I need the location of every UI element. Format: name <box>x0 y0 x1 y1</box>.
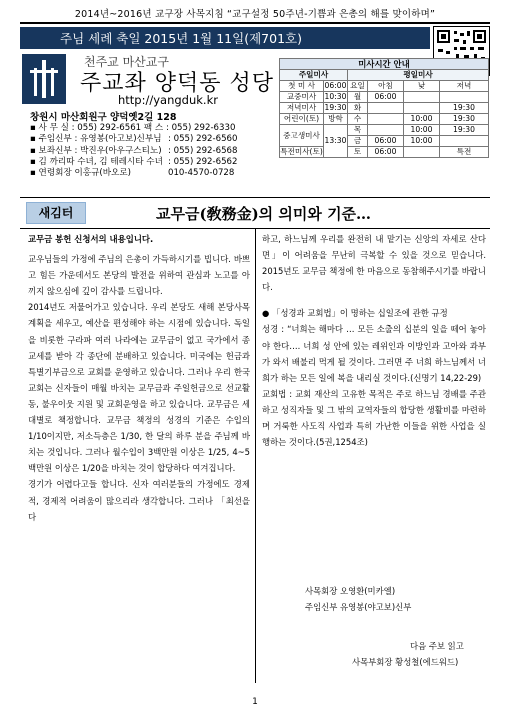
table-cell: 06:00 <box>368 92 404 103</box>
table-row <box>280 92 489 103</box>
table-cell: 낮 <box>404 81 440 92</box>
contact-row <box>30 145 238 157</box>
table-cell: 요일 <box>348 81 368 92</box>
contact-label: ▪ 사 무 실 : 055) 292-6561 팩 스 : 055) 292-6330 <box>30 123 236 133</box>
table-cell <box>368 103 404 114</box>
left-heading: 교무금 봉헌 신청서의 내용입니다. <box>28 234 154 244</box>
mass-table-title: 미사시간 안내 <box>280 59 489 70</box>
next-week-note: 다음 주보 읽고 <box>410 641 464 651</box>
sunday-mass-header: 주일미사 <box>280 70 348 81</box>
table-cell <box>404 147 440 158</box>
body-paragraph: 2014년도 저물어가고 있습니다. 우리 본당도 새해 본당사목계획을 세우고, 예산을 편성해야 하는 시점에 있습니다. 독일을 비롯한 구라파 여러 나라에는 교무금이 없고 국가에서 종교세를 받아 각 종단에 분배하고 있습니다. 미국에는 헌금과 특별기부금으로 교회를 운영하고 있습니다. 그러나 우리 한국교회는 신자들이 매월 바치는 교무금과 주일헌금으로 선교활동, 불우이웃 지원 및 교회운영을 하고 있습니다. 교무금은 세대별로 책정합니다. 교무금 책정의 성경의 기준은 수입의 1/10이지만, 저소득층은 1/30, 한 달의 하루 분을 주님께 바치는 것입니다. 그러나 월수입이 3백만원 이상은 1/25, 4~5백만원 이상은 1/20을 바치는 것이 합당하다 여겨집니다. <box>28 302 250 474</box>
table-row <box>280 103 489 114</box>
table-cell: 10:00 <box>404 125 440 136</box>
table-cell: 13:30 <box>324 125 348 158</box>
table-cell: 10:00 <box>404 136 440 147</box>
body-paragraph: 하고, 하느님께 우리를 완전히 내 맡기는 신앙의 자세로 산다면」이 어려움을 무난히 극복할 수 있을 것으로 믿습니다. 2015년도 교무금 책정에 한 마음으로 동참해주시기를 바랍니다. <box>262 234 486 293</box>
table-row <box>280 81 489 92</box>
table-cell: 특전 <box>440 147 489 158</box>
table-cell: 금 <box>348 136 368 147</box>
signature-line: 주임신부 유영봉(야고보)신부 <box>305 602 412 612</box>
page-number: 1 <box>252 697 258 707</box>
church-address: 창원시 마산회원구 양덕옛2길 128 <box>30 112 177 123</box>
table-cell: 06:00 <box>324 81 347 90</box>
column-tag: 새김터 <box>26 202 86 224</box>
table-cell: 19:30 <box>440 103 489 114</box>
table-cell: 어린이(토) <box>280 114 324 125</box>
cross-logo-icon <box>22 54 66 104</box>
table-cell: 중고생미사 <box>280 125 324 147</box>
contact-list <box>30 123 238 179</box>
table-cell: 특전미사(토) <box>280 147 323 156</box>
table-row <box>280 125 489 136</box>
table-cell: 화 <box>348 103 368 114</box>
signature-line: 사목회장 오영환(미카엘) <box>305 586 396 596</box>
contact-value: : 055) 292-6568 <box>168 145 238 156</box>
table-cell: 저녁미사 <box>280 103 324 114</box>
signature-line: 사목부회장 황성철(에드워드) <box>352 657 459 667</box>
table-cell <box>404 92 440 103</box>
body-paragraph: 교회법 : 교회 재산의 고유한 목적은 주로 하느님 경배를 주관하고 성직자들 및 그 밖의 교역자들의 합당한 생활비를 마련하며 거룩한 사도직 사업과 특히 가난한 이들을 위한 사업을 실행하는 것이다.(5권,1254조) <box>262 388 486 448</box>
right-column <box>262 231 486 450</box>
body-paragraph: 교우님들의 가정에 주님의 은총이 가득하시기를 빕니다. 바쁘고 힘든 가운데서도 본당의 발전을 위하여 관심과 노고를 아끼지 않으심에 깊이 감사를 드립니다. <box>28 254 250 297</box>
contact-label: ▪ 주임신부 : 유영봉(아고보)신부님 <box>30 134 162 145</box>
table-cell <box>368 125 404 136</box>
table-cell: 10:30 <box>324 92 347 101</box>
contact-row <box>30 123 235 134</box>
contact-row <box>30 156 238 168</box>
church-name: 주교좌 양덕동 성당 <box>80 71 275 96</box>
table-cell: 06:00 <box>368 147 404 158</box>
column-divider <box>255 228 256 683</box>
table-row <box>280 147 489 158</box>
table-cell: 06:00 <box>368 136 404 147</box>
table-cell: 아침 <box>368 81 404 92</box>
table-cell <box>404 103 440 114</box>
bullet-heading: ● 「성경과 교회법」이 명하는 십일조에 관한 규정 <box>262 308 448 319</box>
top-rule <box>20 22 490 24</box>
table-cell: 월 <box>348 92 368 103</box>
sunday-line: 주님 세례 축일 2015년 1월 11일(제701호) <box>20 27 430 49</box>
contact-value: : 055) 292-6560 <box>168 134 238 145</box>
table-cell: 목 <box>348 125 368 136</box>
contact-row <box>30 168 235 179</box>
contact-value: : 055) 292-6562 <box>168 156 238 167</box>
table-cell: 저녁 <box>440 81 489 92</box>
body-paragraph: 성경 : “너희는 해마다 … 모든 소출의 십분의 일을 떼어 놓아야 한다…. 너희 성 안에 있는 레위인과 이방인과 고아와 과부가 와서 배불리 먹게 될 것이다. 그러면 주 너희 하느님께서 너희가 하는 모든 일에 복을 내리실 것이다.(신명기 14,22-29) <box>262 324 486 383</box>
table-cell <box>440 92 489 103</box>
contact-value: 010-4570-0728 <box>168 168 235 179</box>
table-cell: 19:30 <box>440 125 489 136</box>
table-cell: 19:30 <box>440 114 489 125</box>
table-cell <box>368 114 404 125</box>
contact-row <box>30 134 238 145</box>
table-cell: 19:30 <box>324 103 347 112</box>
contact-label: ▪ 김 까리따 수녀, 김 테레시타 수녀 <box>30 156 163 167</box>
table-cell <box>440 136 489 147</box>
section-rule <box>20 197 490 198</box>
table-row <box>280 114 489 125</box>
contact-label: ▪ 연령회장 이홍규(바오로) <box>30 168 132 179</box>
diocese-name: 천주교 마산교구 <box>84 55 169 69</box>
column-title: 교무금(敎務金)의 의미와 기준… <box>156 205 372 223</box>
body-paragraph: 경기가 어렵다고들 합니다. 신자 여러분들의 가정에도 경제적, 경제적 어려움이 많으리라 생각합니다. 그러나 「최선을 다 <box>28 479 250 522</box>
table-cell: 토 <box>348 147 368 158</box>
table-cell: 첫 미 사 <box>280 81 324 92</box>
table-cell: 방학 <box>324 114 348 125</box>
contact-label: ▪ 보좌신부 : 박진우(아우구스티노) <box>30 145 162 156</box>
table-cell: 수 <box>348 114 368 125</box>
weekday-mass-header: 평일미사 <box>348 70 489 81</box>
church-url[interactable]: http://yangduk.kr <box>118 93 218 107</box>
mass-schedule-table <box>279 58 489 158</box>
table-cell: 교중미사 <box>280 92 324 103</box>
left-column <box>28 231 250 525</box>
table-cell: 10:00 <box>404 114 440 125</box>
top-banner: 2014년~2016년 교구장 사목지침 “교구설정 50주년-기쁨과 은총의 해를 맞이하며” <box>74 9 436 20</box>
